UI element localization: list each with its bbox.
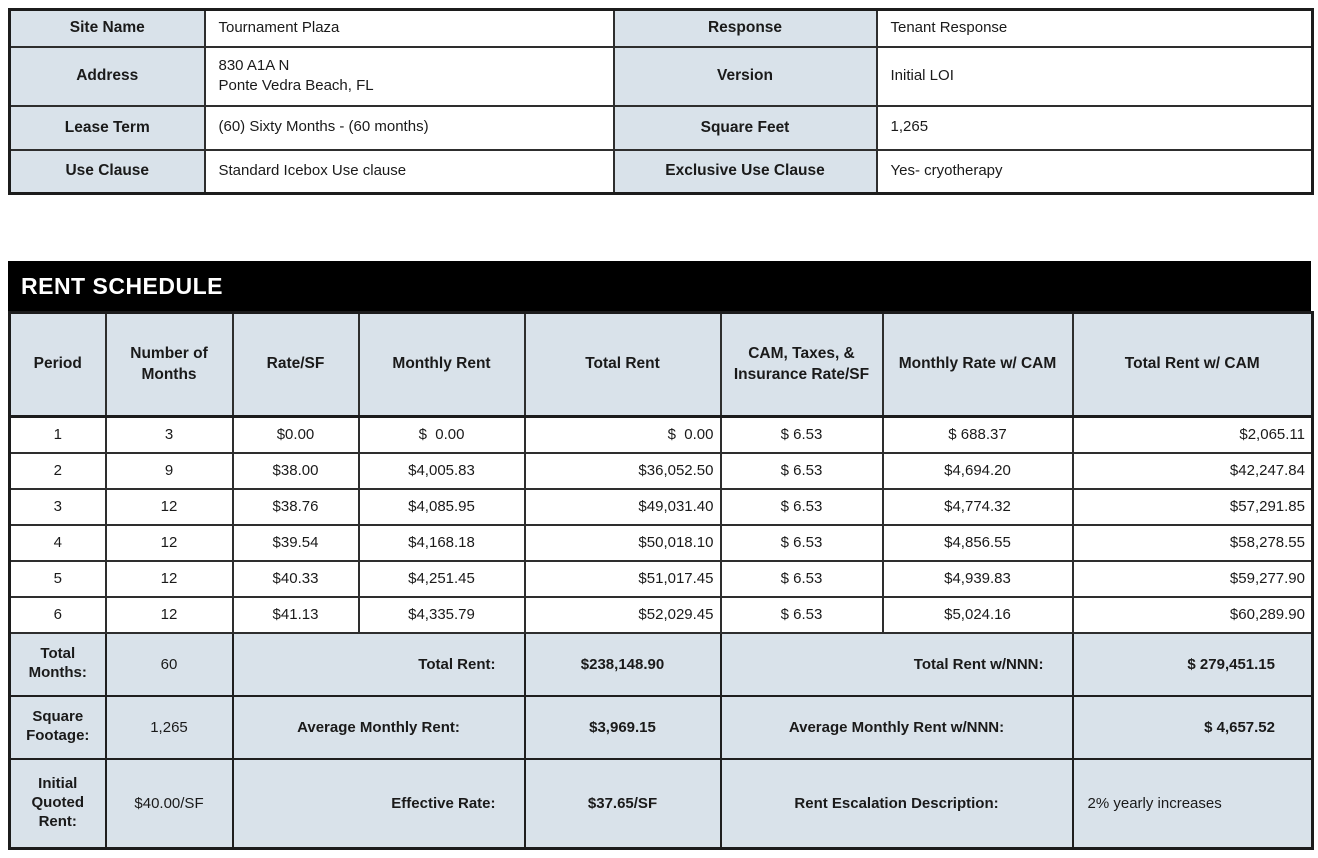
site-name-value: Tournament Plaza	[205, 10, 614, 47]
rate-sf-cell: $38.00	[233, 453, 359, 489]
monthly-rate-w-cam-cell: $5,024.16	[883, 597, 1073, 633]
rent-row	[10, 453, 1313, 489]
summary-row-averages	[10, 696, 1313, 759]
period-cell: 4	[10, 525, 106, 561]
rent-escalation-value: 2% yearly increases	[1073, 759, 1313, 849]
monthly-rent-cell: $4,251.45	[359, 561, 525, 597]
months-cell: 12	[106, 597, 233, 633]
rent-row	[10, 597, 1313, 633]
lease-term-label: Lease Term	[10, 106, 205, 150]
cam-rate-cell: $ 6.53	[721, 597, 883, 633]
monthly-rate-w-cam-cell: $4,856.55	[883, 525, 1073, 561]
effective-rate-value: $37.65/SF	[525, 759, 721, 849]
col-header-total-rent: Total Rent	[525, 313, 721, 417]
rate-sf-cell: $41.13	[233, 597, 359, 633]
period-cell: 5	[10, 561, 106, 597]
square-footage-label: Square Footage:	[10, 696, 106, 759]
address-value	[205, 47, 614, 106]
total-rent-w-cam-cell: $42,247.84	[1073, 453, 1313, 489]
months-cell: 12	[106, 561, 233, 597]
square-feet-label: Square Feet	[614, 106, 877, 150]
cam-rate-cell: $ 6.53	[721, 561, 883, 597]
rent-schedule-table	[8, 311, 1314, 850]
monthly-rate-w-cam-cell: $4,939.83	[883, 561, 1073, 597]
initial-quoted-rent-value: $40.00/SF	[106, 759, 233, 849]
rent-row	[10, 525, 1313, 561]
col-header-rate-sf: Rate/SF	[233, 313, 359, 417]
total-rent-w-cam-cell: $57,291.85	[1073, 489, 1313, 525]
rent-schedule-title: RENT SCHEDULE	[21, 272, 224, 299]
initial-quoted-rent-label: Initial Quoted Rent:	[10, 759, 106, 849]
site-info-row	[10, 150, 1313, 194]
col-header-monthly-rent: Monthly Rent	[359, 313, 525, 417]
cam-rate-cell: $ 6.53	[721, 453, 883, 489]
col-header-period: Period	[10, 313, 106, 417]
rent-escalation-label: Rent Escalation Description:	[721, 759, 1073, 849]
summary-row-totals	[10, 633, 1313, 696]
response-value: Tenant Response	[877, 10, 1313, 47]
avg-monthly-rent-nnn-label: Average Monthly Rent w/NNN:	[721, 696, 1073, 759]
rent-row	[10, 561, 1313, 597]
rent-row	[10, 417, 1313, 453]
total-rent-w-cam-cell: $60,289.90	[1073, 597, 1313, 633]
monthly-rent-cell: $4,005.83	[359, 453, 525, 489]
site-info-row	[10, 10, 1313, 47]
site-info-row	[10, 47, 1313, 106]
cam-rate-cell: $ 6.53	[721, 489, 883, 525]
total-rent-nnn-label: Total Rent w/NNN:	[721, 633, 1073, 696]
monthly-rate-w-cam-cell: $4,774.32	[883, 489, 1073, 525]
rent-schedule-title-bar	[8, 261, 1311, 311]
months-cell: 3	[106, 417, 233, 453]
total-rent-nnn-value: $ 279,451.15	[1073, 633, 1313, 696]
total-rent-w-cam-cell: $59,277.90	[1073, 561, 1313, 597]
monthly-rate-w-cam-cell: $ 688.37	[883, 417, 1073, 453]
cam-rate-cell: $ 6.53	[721, 525, 883, 561]
monthly-rent-cell: $4,335.79	[359, 597, 525, 633]
col-header-number-of-months: Number of Months	[106, 313, 233, 417]
square-footage-value: 1,265	[106, 696, 233, 759]
summary-row-rates	[10, 759, 1313, 849]
site-info-table	[8, 8, 1314, 195]
section-gap	[8, 195, 1318, 261]
monthly-rent-cell: $ 0.00	[359, 417, 525, 453]
version-value: Initial LOI	[877, 47, 1313, 106]
total-rent-w-cam-cell: $2,065.11	[1073, 417, 1313, 453]
period-cell: 3	[10, 489, 106, 525]
col-header-monthly-rate-w-cam: Monthly Rate w/ CAM	[883, 313, 1073, 417]
version-label: Version	[614, 47, 877, 106]
monthly-rent-cell: $4,168.18	[359, 525, 525, 561]
col-header-cam-taxes-insurance: CAM, Taxes, & Insurance Rate/SF	[721, 313, 883, 417]
square-feet-value: 1,265	[877, 106, 1313, 150]
rent-row	[10, 489, 1313, 525]
total-rent-value: $238,148.90	[525, 633, 721, 696]
monthly-rent-cell: $4,085.95	[359, 489, 525, 525]
total-rent-cell: $51,017.45	[525, 561, 721, 597]
rate-sf-cell: $38.76	[233, 489, 359, 525]
response-label: Response	[614, 10, 877, 47]
col-header-total-rent-w-cam: Total Rent w/ CAM	[1073, 313, 1313, 417]
period-cell: 6	[10, 597, 106, 633]
rate-sf-cell: $0.00	[233, 417, 359, 453]
total-months-value: 60	[106, 633, 233, 696]
total-rent-label: Total Rent:	[233, 633, 525, 696]
rate-sf-cell: $39.54	[233, 525, 359, 561]
lease-term-value: (60) Sixty Months - (60 months)	[205, 106, 614, 150]
avg-monthly-rent-nnn-value: $ 4,657.52	[1073, 696, 1313, 759]
period-cell: 1	[10, 417, 106, 453]
total-rent-cell: $49,031.40	[525, 489, 721, 525]
exclusive-use-clause-label: Exclusive Use Clause	[614, 150, 877, 194]
use-clause-label: Use Clause	[10, 150, 205, 194]
exclusive-use-clause-value: Yes- cryotherapy	[877, 150, 1313, 194]
rent-schedule-header-row	[10, 313, 1313, 417]
address-label: Address	[10, 47, 205, 106]
rate-sf-cell: $40.33	[233, 561, 359, 597]
cam-rate-cell: $ 6.53	[721, 417, 883, 453]
months-cell: 12	[106, 525, 233, 561]
avg-monthly-rent-value: $3,969.15	[525, 696, 721, 759]
avg-monthly-rent-label: Average Monthly Rent:	[233, 696, 525, 759]
monthly-rate-w-cam-cell: $4,694.20	[883, 453, 1073, 489]
address-line-1: 830 A1A N	[218, 56, 290, 74]
total-rent-w-cam-cell: $58,278.55	[1073, 525, 1313, 561]
address-line-2: Ponte Vedra Beach, FL	[218, 77, 374, 94]
use-clause-value: Standard Icebox Use clause	[205, 150, 614, 194]
months-cell: 9	[106, 453, 233, 489]
period-cell: 2	[10, 453, 106, 489]
months-cell: 12	[106, 489, 233, 525]
site-name-label: Site Name	[10, 10, 205, 47]
effective-rate-label: Effective Rate:	[233, 759, 525, 849]
total-rent-cell: $ 0.00	[525, 417, 721, 453]
total-rent-cell: $52,029.45	[525, 597, 721, 633]
site-info-row	[10, 106, 1313, 150]
total-rent-cell: $36,052.50	[525, 453, 721, 489]
total-months-label: Total Months:	[10, 633, 106, 696]
total-rent-cell: $50,018.10	[525, 525, 721, 561]
